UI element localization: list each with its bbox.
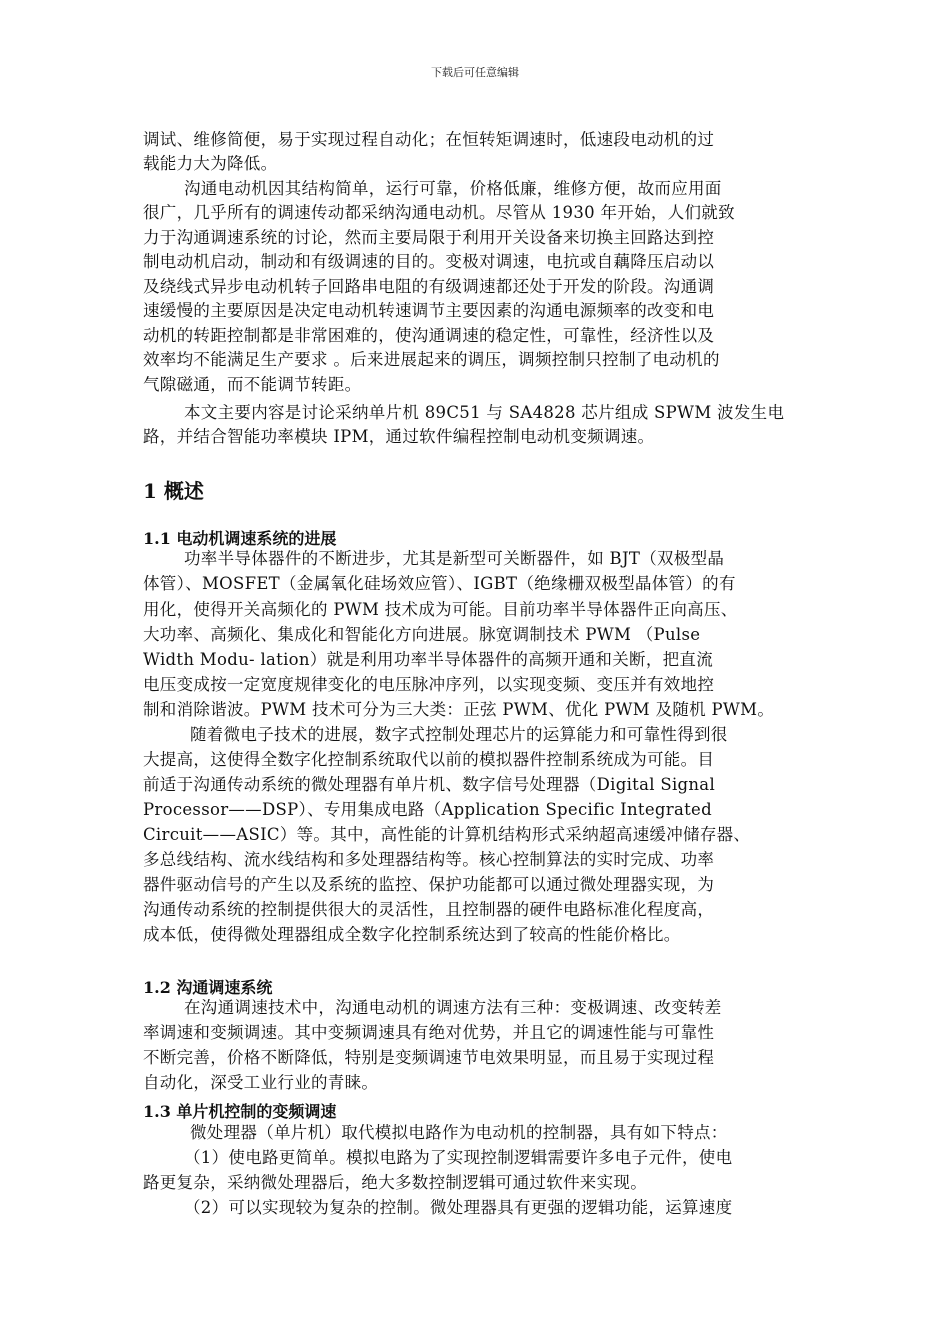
text-line: 路更复杂，采纳微处理器后，绝大多数控制逻辑可通过软件来实现。 [143,1173,647,1192]
text-line: 本文主要内容是讨论采纳单片机 89C51 与 SA4828 芯片组成 SPWM 波发生电 [184,403,785,422]
text-line: 前适于沟通传动系统的微处理器有单片机、数字信号处理器（Digital Signal [143,775,716,794]
subsection-heading: 1.1 电动机调速系统的进展 [143,529,337,548]
text-line: 效率均不能满足生产要求 。后来进展起来的调压，调频控制只控制了电动机的 [143,350,720,369]
text-line: 及绕线式异步电动机转子回路串电阻的有级调速都还处于开发的阶段。沟通调 [143,277,715,296]
text-line: 体管）、MOSFET（金属氧化硅场效应管）、IGBT（绝缘栅双极型晶体管）的有 [143,574,736,593]
text-line: （2）可以实现较为复杂的控制。微处理器具有更强的逻辑功能，运算速度 [184,1198,733,1217]
text-line: 电压变成按一定宽度规律变化的电压脉冲序列，以实现变频、变压并有效地控 [143,675,715,694]
text-line: 大提高，这使得全数字化控制系统取代以前的模拟器件控制系统成为可能。目 [143,750,715,769]
text-line: 多总线结构、流水线结构和多处理器结构等。核心控制算法的实时完成、功率 [143,850,715,869]
text-line: 速缓慢的主要原因是决定电动机转速调节主要因素的沟通电源频率的改变和电 [143,301,715,320]
text-line: 功率半导体器件的不断进步，尤其是新型可关断器件，如 BJT（双极型晶 [184,549,725,568]
text-line: 制和消除谐波。PWM 技术可分为三大类：正弦 PWM、优化 PWM 及随机 PWM。 [143,700,775,719]
text-line: 在沟通调速技术中，沟通电动机的调速方法有三种：变极调速、改变转差 [184,998,722,1017]
text-line: 动机的转距控制都是非常困难的，使沟通调速的稳定性，可靠性，经济性以及 [143,326,715,345]
text-line: Width Modu- lation）就是利用功率半导体器件的高频开通和关断，把直流 [143,650,714,669]
text-line: 制电动机启动，制动和有级调速的目的。变极对调速，电抗或自藕降压启动以 [143,252,715,271]
page-header: 下载后可任意编辑 [431,66,519,79]
text-line: 自动化，深受工业行业的青睐。 [143,1073,379,1092]
text-line: 气隙磁通，而不能调节转距。 [143,375,362,394]
text-line: 微处理器（单片机）取代模拟电路作为电动机的控制器，具有如下特点： [190,1123,728,1142]
text-line: 用化，使得开关高频化的 PWM 技术成为可能。目前功率半导体器件正向高压、 [143,600,738,619]
subsection-heading: 1.2 沟通调速系统 [143,978,273,997]
text-line: 随着微电子技术的进展，数字式控制处理芯片的运算能力和可靠性得到很 [190,725,728,744]
text-line: 不断完善，价格不断降低，特别是变频调速节电效果明显，而且易于实现过程 [143,1048,715,1067]
text-line: 很广，几乎所有的调速传动都采纳沟通电动机。尽管从 1930 年开始，人们就致 [143,203,735,222]
text-line: 载能力大为降低。 [143,154,278,173]
text-line: 路，并结合智能功率模块 IPM，通过软件编程控制电动机变频调速。 [143,427,655,446]
text-line: （1）使电路更简单。模拟电路为了实现控制逻辑需要许多电子元件，使电 [184,1148,733,1167]
text-line: 力于沟通调速系统的讨论，然而主要局限于利用开关设备来切换主回路达到控 [143,228,715,247]
text-line: 沟通传动系统的控制提供很大的灵活性，且控制器的硬件电路标准化程度高， [143,900,715,919]
text-line: 沟通电动机因其结构简单，运行可靠，价格低廉，维修方便，故而应用面 [184,179,722,198]
text-line: Processor——DSP）、专用集成电路（Application Specific Integrated [143,800,712,819]
text-line: 率调速和变频调速。其中变频调速具有绝对优势，并且它的调速性能与可靠性 [143,1023,715,1042]
text-line: 大功率、高频化、集成化和智能化方向进展。脉宽调制技术 PWM （Pulse [143,625,701,644]
text-line: 调试、维修简便，易于实现过程自动化；在恒转矩调速时，低速段电动机的过 [143,130,715,149]
text-line: Circuit——ASIC）等。其中，高性能的计算机结构形式采纳超高速缓冲储存器、 [143,825,751,844]
text-line: 器件驱动信号的产生以及系统的监控、保护功能都可以通过微处理器实现，为 [143,875,715,894]
text-line: 成本低，使得微处理器组成全数字化控制系统达到了较高的性能价格比。 [143,925,681,944]
subsection-heading: 1.3 单片机控制的变频调速 [143,1102,337,1121]
section-heading: 1 概述 [143,479,204,503]
